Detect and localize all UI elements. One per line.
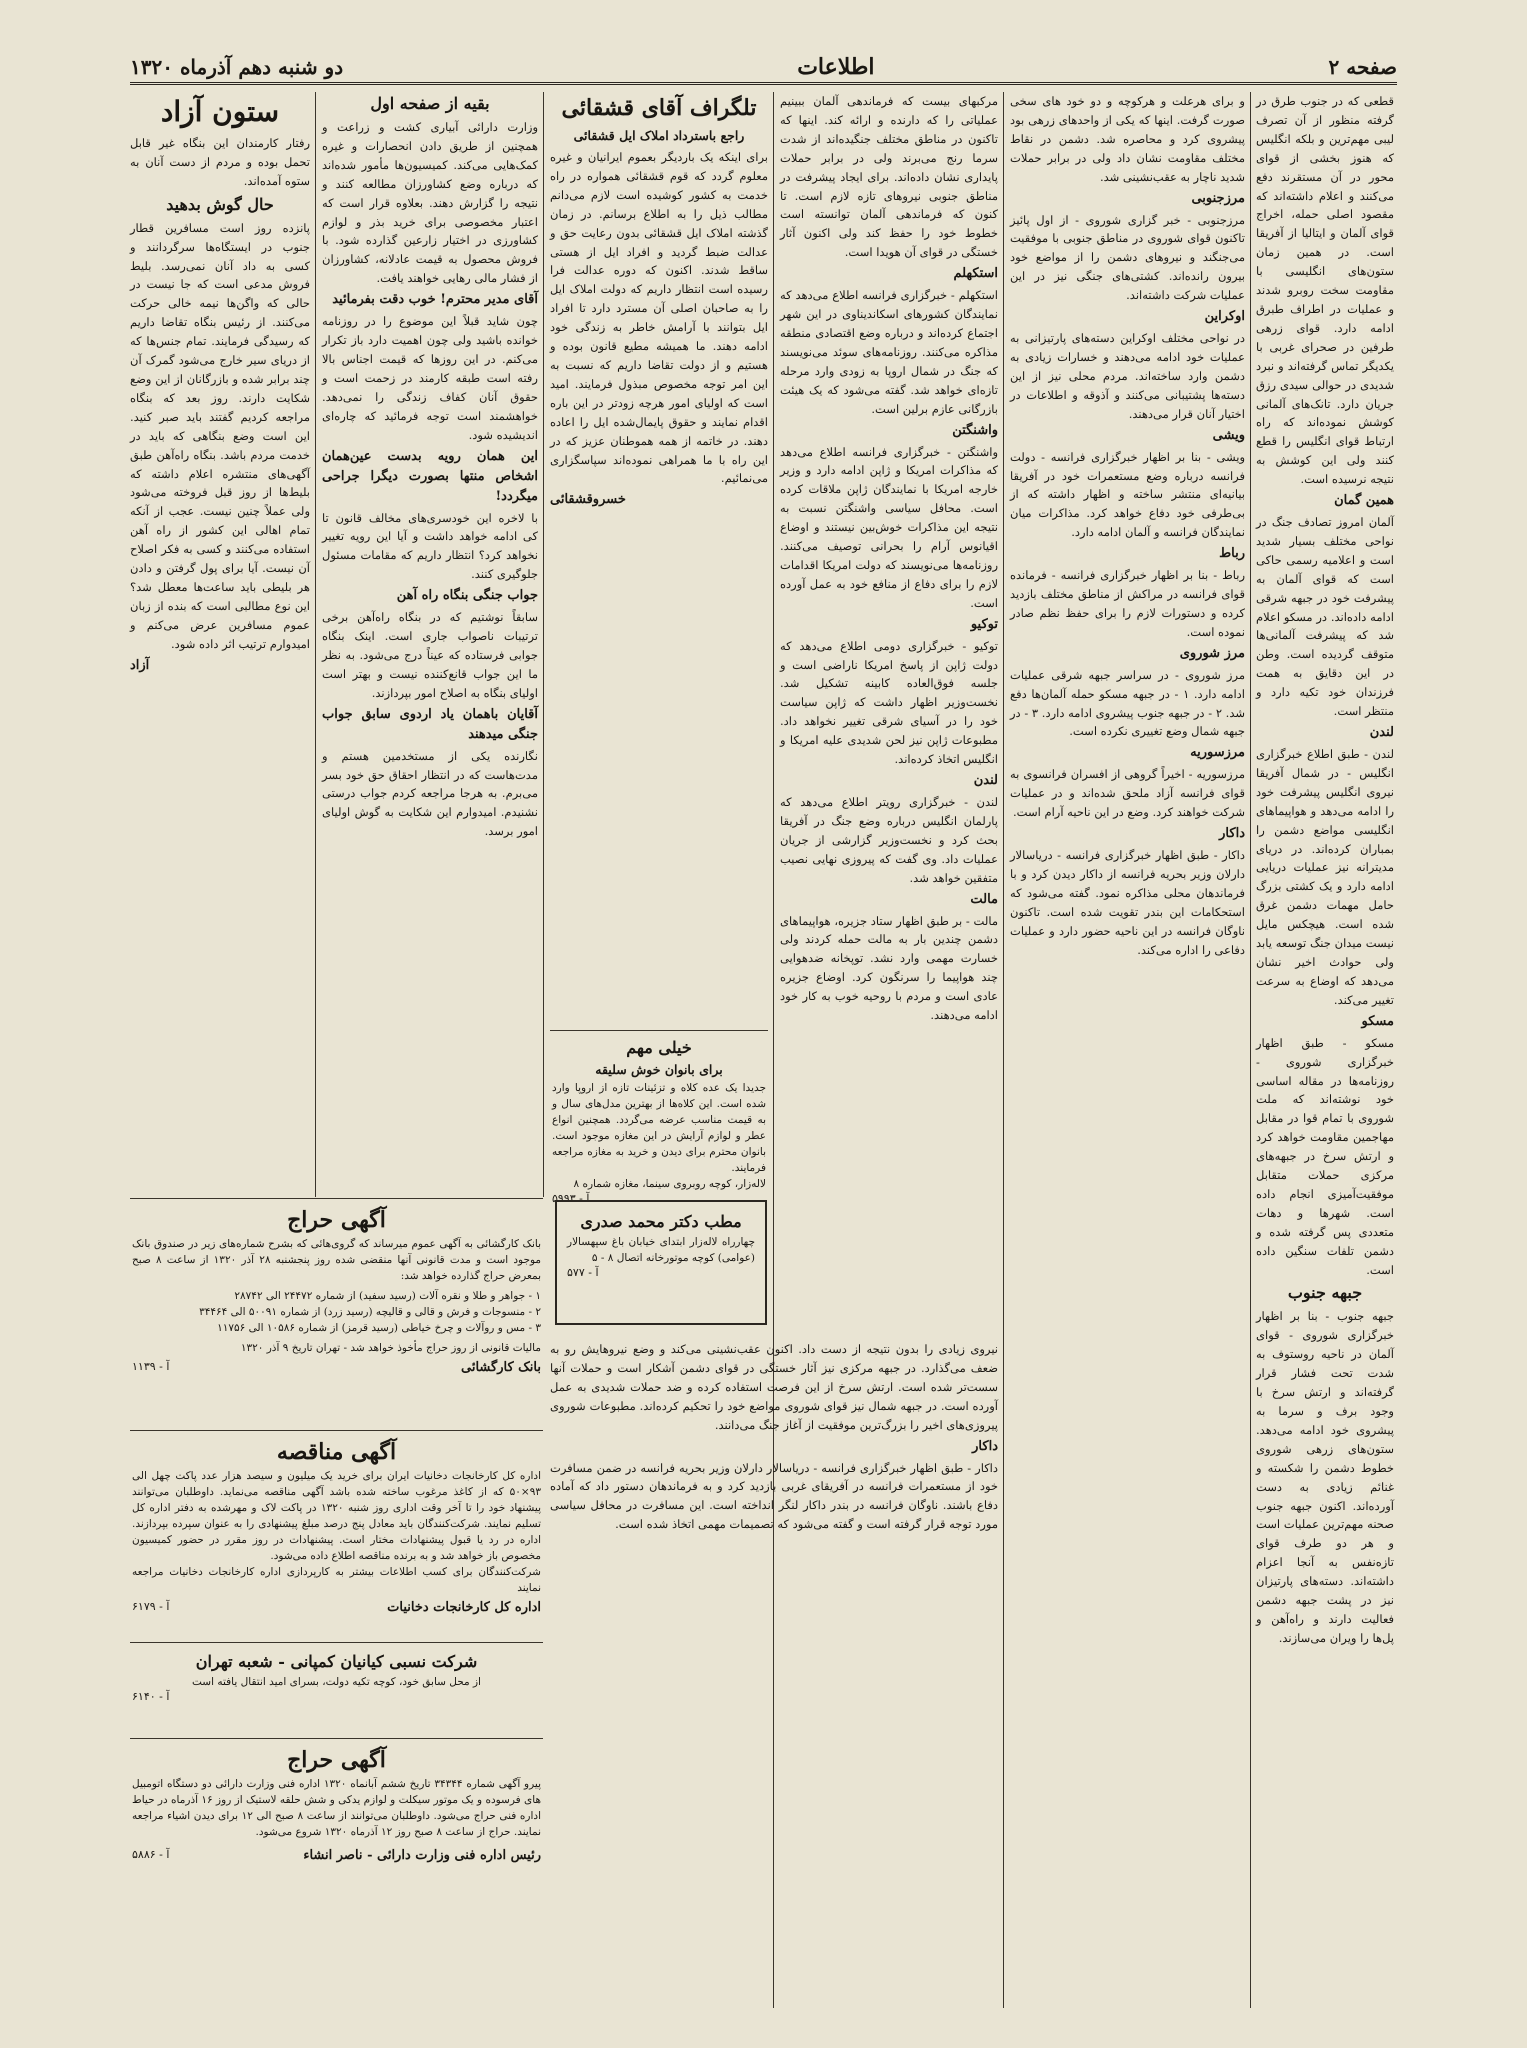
section-divider — [130, 1642, 543, 1643]
ad-footer: مالیات قانونی از روز حراج مأخوذ خواهد شد - تهران تاریخ ۹ آذر ۱۳۲۰ — [240, 1342, 541, 1354]
article-text: واشنگتن - خبرگزاری فرانسه اطلاع می‌دهد که مذاکرات امریکا و ژاپن ادامه دارد و وزیر خارجه امریکا با نمایندگان ژاپن ملاقات کرده است. محافل سیاسی واشنگتن نسبت به نتیجه این مذاکرات خوش‌بین نیستند و اوضاع اقیانوس آرام را بحرانی توصیف می‌کنند. روزنامه‌ها می‌نویسند که دولت امریکا اقدامات لازم را برای دفاع از منافع خود به عمل آورده است. — [780, 444, 998, 610]
article-heading: ویشی — [1212, 427, 1245, 443]
article-title: بقیه از صفحه اول — [370, 94, 490, 113]
column-war-news-bottom — [550, 1340, 998, 2005]
section-divider — [130, 1430, 543, 1431]
article-heading: مالت — [970, 891, 998, 907]
ad-text: از محل سابق خود، کوچه تکیه دولت، بسرای امید انتقال یافته است — [192, 1676, 481, 1688]
company-relocation-ad — [132, 1650, 541, 1730]
column-title: ستون آزاد — [160, 95, 280, 128]
ad-title: خیلی مهم — [626, 1038, 692, 1057]
article-heading: توکیو — [970, 616, 998, 632]
article-text: چون شاید قبلاً این موضوع را در روزنامه خوانده باشید ولی چون اهمیت دارد باز تکرار می‌کنم. در این روزها که قیمت اجناس بالا رفته است طبقه کارمند در زحمت است و حقوق آنان کفاف زندگی را نمی‌دهد. خواهشمند است توجه فرمائید که چاره‌ای اندیشیده شود. — [322, 314, 538, 442]
article-text: مرز شوروی - در سراسر جبهه شرقی عملیات ادامه دارد. ۱ - در جبهه مسکو حمله آلمان‌ها دفع شد. ۲ - در جبهه جنوب پیشروی ادامه دارد. ۳ - در جبهه شمال وضع تغییری نکرده است. — [1010, 667, 1246, 739]
ad-address: لاله‌زار، کوچه روبروی سینما، مغازه شماره ۸ — [573, 1178, 766, 1190]
article-text: رفتار کارمندان این بنگاه غیر قابل تحمل بوده و مردم از دست آنان به ستوه آمده‌اند. — [130, 136, 310, 188]
article-heading: جبهه جنوب — [1287, 1283, 1363, 1303]
pawn-bank-auction-ad — [132, 1204, 541, 1424]
article-text: داکار - طبق اظهار خبرگزاری فرانسه - دریاسالار دارلان وزیر بحریه فرانسه در ضمن مسافرت خود از مستعمرات فرانسه در آفریقای غربی بازدید کرد و به فرماندهان دستور داد که آماده دفاع باشند. ناوگان فرانسه در بندر داکار لنگر انداخته است. این مسافرت در محافل سیاسی مورد توجه قرار گرفته است و گفته می‌شود که تصمیمات مهمی اتخاذ شده است. — [550, 1460, 998, 1532]
article-text: لندن - طبق اطلاع خبرگزاری انگلیس - در شمال آفریقا نیروی انگلیس پیشرفت خود را ادامه می‌دهد و هواپیماهای انگلیسی مواضع دشمن را بمباران کرده‌اند. در دریای مدیترانه نیز عملیات دریایی ادامه دارد و یک کشتی بزرگ حامل مهمات دشمن غرق شده است. هیچکس مایل نیست میدان جنگ توسعه یابد ولی حوادث اخیر نشان می‌دهد که اوضاع به سرعت تغییر می‌کند. — [1256, 747, 1394, 1007]
finance-ministry-auction-ad — [132, 1744, 541, 1949]
article-heading: مرزسوریه — [1190, 745, 1245, 761]
ad-title: آگهی حراج — [287, 1207, 386, 1233]
ad-subtitle: برای بانوان خوش سلیقه — [595, 1062, 723, 1077]
article-text: مالت - بر طبق اظهار ستاد جزیره، هواپیماهای دشمن چندین بار به مالت حمله کردند ولی خسارت مهمی وارد نشد. توپخانه ضدهوایی چند هواپیما را سرنگون کرد. اوضاع جزیره عادی است و مردم با روحیه خوب به کار خود ادامه می‌دهند. — [780, 913, 998, 1023]
ad-title: شرکت نسبی کیانیان کمپانی - شعبه تهران — [195, 1652, 478, 1671]
article-text: و برای هرعلت و هرکوچه و دو خود های سخی صورت گرفت. اینها که یکی از واحدهای زرهی بود پیشروی کرد و محاصره شد. دشمن در نقاط مختلف مقاومت نشان داد ولی در برابر حملات شدید ناچار به عقب‌نشینی شد. — [1010, 94, 1245, 184]
ad-code: آ - ۵۹۹۳ — [552, 1192, 590, 1205]
ad-text: بانک کارگشائی به آگهی عموم میرساند که گروی‌هائی که بشرح شماره‌های زیر در صندوق بانک موجود است و مدت قانونی آنها منقضی شده روز پنجشنبه ۲۸ آذر ۱۳۲۰ از ساعت ۸ صبح بمعرض حراج گذارده خواهد شد: — [132, 1238, 542, 1282]
article-text: سابقاً نوشتیم که در بنگاه راه‌آهن برخی ترتیبات ناصواب جاری است. اینک بنگاه جوابی فرستاده که عیناً درج می‌شود. به نظر ما این جواب قانع‌کننده نیست و بهتر است اولیای بنگاه به اصلاح امور بپردازند. — [322, 610, 538, 700]
doctor-office-ad — [555, 1200, 767, 1325]
article-text: ویشی - بنا بر اظهار خبرگزاری فرانسه - دولت فرانسه درباره وضع مستعمرات خود در آفریقا بیانیه‌ای منتشر ساخته و اظهار داشته که از بی‌طرفی خود دفاع خواهد کرد. مذاکرات میان نمایندگان فرانسه و آلمان ادامه دارد. — [1010, 449, 1245, 540]
article-text: پانزده روز است مسافرین قطار جنوب در ایستگاه‌ها سرگردانند و کسی به داد آنان نمی‌رسد. بلیط فروش مدعی است که جا نیست در حالی که واگن‌ها نیمه خالی حرکت می‌کنند. از رئیس بنگاه تقاضا داریم که رسیدگی فرمایند. تمام جنس‌ها که از دریای سیر خارج می‌شود گمرک آن چند برابر شده و بازرگانان از این وضع شکایت دارند. روز بعد که بنگاه مراجعه کردیم گفتند باید صبر کنید. این است وضع بنگاهی که باید در خدمت مردم باشد. بنگاه راه‌آهن طبق آگهی‌های منتشره اعلام داشته که بلیط‌ها از روز قبل فروخته می‌شود ولی عملاً چنین نیست. عجب از آنکه تمام اهالی این کشور از راه آهن استفاده می‌کنند و کسی به فکر اصلاح آن نیست. آیا برای پول گرفتن و دادن هر بلیطی باید ساعت‌ها معطل شد؟ این نوع مطالبی است که بنده از زبان عموم مسافرین عرض می‌کنم و امیدوارم ترتیب اثر داده شود. — [130, 220, 310, 651]
column-war-news-2 — [1010, 92, 1245, 2007]
column-free-column — [130, 92, 310, 1197]
ad-text: جدیدا یک عده کلاه و تزئینات تازه از اروپا وارد شده است. این کلاه‌ها از بهترین مدل‌های سال و به قیمت مناسب عرضه می‌گردد. همچنین انواع عطر و لوازم آرایش در این مغازه موجود است. بانوان محترم برای دیدن و خرید به مغازه مراجعه فرمایند. — [552, 1082, 766, 1174]
ad-text: اداره کل کارخانجات دخانیات ایران برای خرید یک میلیون و سیصد هزار عدد پاکت چهل الی ۹۳×۵۰ که از کاغذ مرغوب ساخته شده باشد آگهی مناقصه می‌نماید. داوطلبان می‌توانند پیشنهاد خود را تا آخر وقت اداری روز شنبه ۱۳۲۰ در پاکت لاک و مهرشده به دفتر اداره کل تسلیم نمایند. شرکت‌کنندگان باید معادل پنج درصد مبلغ پیشنهادی را به عنوان سپرده بپردازند. اداره در رد یا قبول پیشنهادات مختار است. پیشنهادات در روز مقرر در حضور کمیسیون مخصوص باز خواهد شد و به برنده مناقصه اطلاع داده می‌شود. — [132, 1470, 541, 1562]
ad-title: مطب دکتر محمد صدری — [580, 1212, 742, 1231]
section-divider — [130, 1738, 543, 1739]
article-text: داکار - طبق اظهار خبرگزاری فرانسه - دریاسالار دارلان وزیر بحریه فرانسه از داکار دیدن کرد و با فرماندهان محلی مذاکره نمود. گفته می‌شود که استحکامات این بندر تقویت شده است. تاکنون ناوگان فرانسه در این ناحیه حضور دارد و عملیات دفاعی را اداره می‌کند. — [1010, 848, 1245, 957]
ad-code: آ - ۱۱۳۹ — [132, 1360, 170, 1373]
tender-ad — [132, 1436, 541, 1636]
article-text: مرکبهای بیست که فرماندهی آلمان ببینیم عملیاتی را که دارنده و ارائه کند. اینها که تاکنون در مناطق مختلف جنگیده‌اند از شدت سرما رنج می‌برند ولی در برابر حملات پایداری نشان داده‌اند. برای ایجاد پیشرفت در مناطق جنوبی نیروهای تازه لازم است. تا کنون که فرماندهی آلمان توانسته است خطوط خود را حفظ کند ولی اکنون آثار خستگی در قوای آن هویدا است. — [780, 94, 998, 260]
ad-text: چهارراه لاله‌زار ابتدای خیابان باغ سپهسالار (عوامی) کوچه موتورخانه اتصال ۸ - ۵ — [567, 1236, 755, 1264]
article-heading: آقایان باهمان یاد اردوی سابق جواب جنگی میدهند — [322, 706, 538, 742]
column-rule — [1250, 92, 1251, 2008]
article-heading: لندن — [1369, 725, 1394, 740]
article-text: مرزجنوبی - خبر گزاری شوروی - از اول پائیز تاکنون قوای شوروی در مناطق جنوبی با موفقیت می‌جنگند و نیروهای دشمن را از مواضع خود بیرون رانده‌اند. کشتی‌های جنگی نیز در این عملیات شرکت داشته‌اند. — [1010, 212, 1245, 303]
article-heading: داکار — [972, 1438, 998, 1454]
ad-code: آ - ۵۸۸۶ — [132, 1848, 170, 1861]
newspaper-name: اطلاعات — [797, 54, 875, 80]
article-heading: آقای مدیر محترم! خوب دقت بفرمائید — [332, 292, 538, 308]
article-text: مرزسوریه - اخیراً گروهی از افسران فرانسوی به قوای فرانسه آزاد ملحق شده‌اند و در عملیات شرکت خواهند کرد. وضع در این ناحیه آرام است. — [1010, 767, 1245, 820]
column-qashqai-telegram — [550, 92, 768, 1032]
column-continued-from-front — [322, 92, 538, 1197]
article-text: قطعی که در جنوب طرق در گرفته منظور از آن تصرف لیبی مهم‌ترین و بلکه انگلیس که هنوز بخشی از قوای محور در آن مستقرند دفع می‌کنند و اعلام داشته‌اند که مقصود اصلی حمله، اخراج قوای آلمان و ایتالیا از آفریقا است. در همین زمان ستون‌های انگلیسی با مقاومت سخت روبرو شدند و عملیات در اطراف طبرق ادامه دارد. قوای زرهی طرفین در صحرای غربی با یکدیگر تماس گرفته‌اند و نبرد شدیدی در حوالی سیدی رزق جریان دارد. تانک‌های آلمانی کوشش نموده‌اند که راه ارتباط قوای انگلیس را قطع کنند ولی این کوشش به نتیجه نرسیده است. — [1256, 94, 1394, 487]
article-text: وزارت دارائی آبیاری کشت و زراعت و همچنین از طریق دادن انحصارات و غیره کمک‌هایی می‌کند. کمیسیون‌ها مأمور شده‌اند که درباره وضع کشاورزان مطالعه کنند و نتیجه را گزارش دهند. بعلاوه قرار است که اعتبار مخصوصی برای خرید بذر و لوازم کشاورزی در اختیار زارعین گذارده شود. با فروش محصول به قیمت عادلانه، کشاورزان از فشار مالی رهایی خواهند یافت. — [322, 120, 538, 286]
column-war-news-right — [1256, 92, 1394, 2007]
article-text: استکهلم - خبرگزاری فرانسه اطلاع می‌دهد که نمایندگان کشورهای اسکاندیناوی در این شهر اجتماع کرده‌اند و درباره وضع اقتصادی منطقه مذاکره می‌کنند. روزنامه‌های سوئد می‌نویسند که جنگ در شمال اروپا به زودی وارد مرحله تازه‌ای خواهد شد. گفته می‌شود که یک هیئت بازرگانی عازم برلین است. — [780, 288, 998, 416]
section-divider — [130, 1198, 543, 1199]
article-heading: لندن — [973, 773, 998, 788]
ad-title: آگهی مناقصه — [276, 1439, 397, 1465]
article-text: در نواحی مختلف اوکراین دسته‌های پارتیزانی به عملیات خود ادامه می‌دهند و خسارات زیادی به دشمن وارد ساخته‌اند. مردم محلی نیز از این دسته‌ها پشتیبانی می‌کنند و آذوقه و اطلاعات در اختیار آنان قرار می‌دهند. — [1010, 331, 1245, 421]
auction-item: ۱ - جواهر و طلا و نقره آلات (رسید سفید) از شماره ۲۴۴۷۲ الی ۲۸۷۴۲ — [234, 1290, 541, 1302]
article-heading: مرزجنوبی — [1191, 190, 1245, 206]
article-text: نیروی زیادی را بدون نتیجه از دست داد. اکنون عقب‌نشینی می‌کند و وضع نیروهایش رو به ضعف می‌گذارد. در جبهه مرکزی نیز آثار خستگی در قوای دشمن آشکار است و حملات آنها سست‌تر شده است. ارتش سرخ از این فرصت استفاده کرده و ضد حملات شدیدی به عمل آورده است. در جبهه شمال نیز قوای شوروی مواضع خود را تحکیم کرده‌اند. مطبوعات شوروی پیروزی‌های اخیر را بزرگ‌ترین موفقیت از آغاز جنگ می‌دانند. — [550, 1342, 998, 1432]
article-heading: اوکراین — [1204, 309, 1245, 325]
article-text: جبهه جنوب - بنا بر اظهار خبرگزاری شوروی - قوای آلمان در ناحیه روستوف به شدت تحت فشار قرار گرفته‌اند و ارتش سرخ با وجود برف و سرما به پیشروی خود ادامه می‌دهد. ستون‌های زرهی شوروی خطوط دشمن را شکسته و غنائم زیادی به دست آورده‌اند. اکنون جبهه جنوب صحنه مهم‌ترین عملیات است و هر دو طرف قوای تازه‌نفس به آنجا اعزام داشته‌اند. دسته‌های پارتیزان نیز در پشت جبهه دشمن فعالیت دارند و راه‌آهن و پل‌ها را ویران می‌سازند. — [1256, 1309, 1394, 1645]
article-text: مسکو - طبق اظهار خبرگزاری شوروی - روزنامه‌ها در مقاله اساسی خود نوشته‌اند که ملت شوروی با تمام قوا در مقابل مهاجمین مقاومت خواهد کرد و ارتش سرخ در جبهه‌های مرکزی حملات متقابل موفقیت‌آمیزی انجام داده است. شهرها و دهات متعددی پس گرفته شده و دشمن تلفات سنگین داده است. — [1256, 1035, 1394, 1277]
hat-shop-ad — [552, 1036, 766, 1205]
article-text: برای اینکه یک باردیگر بعموم ایرانیان و غیره معلوم گردد که قوم قشقائی همواره در راه خدمت به کشور کوشیده است لازم می‌دانم مطالب ذیل را به اطلاع برسانم. در زمان گذشته املاک ایل قشقائی بدون رعایت حق و عدالت ضبط گردید و افراد ایل از هستی ساقط شدند. اکنون که دوره عدالت فرا رسیده است انتظار داریم که دولت املاک ایل را به صاحبان اصلی آن مسترد دارد تا افراد ایل بتوانند با آرامش خاطر به زندگی خود ادامه دهند. ما همیشه مطیع قانون بوده و هستیم و از دولت تقاضا داریم که نسبت به این امر توجه مخصوص مبذول فرمایند. امید است که اولیای امور هرچه زودتر در این باره اقدام نمایند و حقوق پایمال‌شده ایل را اعاده دهند. در خاتمه از همه هموطنان عزیز که در این راه با ما همراهی نموده‌اند سپاسگزاری می‌نمائیم. — [550, 150, 768, 486]
ad-text: پیرو آگهی شماره ۳۴۳۴۴ تاریخ ششم آبانماه ۱۳۲۰ اداره فنی وزارت دارائی دو دستگاه اتومبیل های فرسوده و یک موتور سیکلت و لوازم یدکی و شش حلقه لاستیک از روز ۱۶ آذرماه در حیاط اداره فنی حراج می‌شود. داوطلبان می‌توانند از ساعت ۸ صبح الی ۱۲ برای دیدن اشیاء مراجعه نمایند. حراج از ساعت ۸ صبح روز ۱۲ آذرماه ۱۳۲۰ شروع می‌شود. — [132, 1778, 541, 1838]
ad-code: آ - ۵۷۷ — [567, 1266, 599, 1279]
auction-item: ۳ - مس و روآلات و چرخ خیاطی (رسید قرمز) از شماره ۱۰۵۸۶ الی ۱۱۷۵۶ — [217, 1322, 541, 1334]
article-title: تلگراف آقای قشقائی — [561, 95, 757, 121]
article-heading: این همان رویه بدست عین‌همان اشخاص منتها بصورت دیگرا جراحی میگردد! — [322, 448, 538, 504]
auction-item-list — [132, 1288, 541, 1336]
article-heading: مرز شوروی — [1179, 645, 1245, 661]
article-heading: همین گمان — [1334, 493, 1394, 509]
article-signature: آزاد — [130, 657, 150, 673]
article-heading: استکهلم — [953, 266, 998, 282]
article-text: نگارنده یکی از مستخدمین هستم و مدت‌هاست که در انتظار احقاق حق خود بسر می‌برم. به هرجا مراجعه کردم جواب درستی نشنیدم. امیدوارم این شکایت به گوش اولیای امور برسد. — [322, 748, 538, 839]
column-rule — [315, 92, 316, 1197]
article-signature: خسروقشقائی — [550, 492, 626, 508]
issue-date: دو شنبه دهم آذرماه ۱۳۲۰ — [130, 55, 344, 79]
article-text: با لاخره این خودسری‌های مخالف قانون تا کی ادامه خواهد داشت و آیا این رویه تغییر نخواهد کرد؟ انتظار داریم که مقامات مسئول جلوگیری کنند. — [322, 510, 538, 582]
ad-issuer: بانک کارگشائی — [461, 1360, 541, 1375]
article-text: آلمان امروز تصادف جنگ در نواحی مختلف بسیار شدید است و اعلامیه رسمی حاکی است که قوای آلمان به پیشرفت خود در جبهه شرقی ادامه داده‌اند. در مسکو اعلام شد که پیشرفت آلمانی‌ها متوقف گردیده است. وطن در این دقایق به همت فرزندان خود تکیه دارد و منتظر است. — [1256, 515, 1394, 719]
column-rule — [543, 92, 544, 1197]
page-number: صفحه ۲ — [1328, 55, 1397, 79]
article-text: رباط - بنا بر اظهار خبرگزاری فرانسه - فرمانده قوای فرانسه در مراکش از مناطق مختلف بازدید کرده و دستورات لازم را برای حفظ نظم صادر نموده است. — [1010, 568, 1245, 639]
article-heading: رباط — [1219, 546, 1245, 562]
ad-code: آ - ۶۱۷۹ — [132, 1600, 170, 1613]
section-divider — [550, 1030, 768, 1031]
ad-footer: شرکت‌کنندگان برای کسب اطلاعات بیشتر به کارپردازی اداره کارخانجات دخانیات مراجعه نمایند — [132, 1566, 541, 1594]
ad-title: آگهی حراج — [287, 1747, 386, 1773]
auction-item: ۲ - منسوجات و فرش و قالی و قالیچه (رسید زرد) از شماره ۵۰۰۹۱ الی ۳۴۴۶۴ — [199, 1306, 541, 1318]
article-heading: داکار — [1219, 826, 1245, 842]
masthead — [130, 52, 1397, 85]
article-subtitle: راجع باسترداد املاک ایل قشقائی — [573, 128, 745, 143]
article-text: توکیو - خبرگزاری دومی اطلاع می‌دهد که دولت ژاپن از پاسخ امریکا ناراضی است و جلسه فوق‌العاده کابینه تشکیل شد. نخست‌وزیر اظهار داشت که ژاپن سیاست خود را در آسیای شرقی تغییر نخواهد داد. مطبوعات ژاپن نیز لحن شدیدی علیه امریکا و انگلیس اتخاذ کرده‌اند. — [780, 638, 998, 767]
article-heading: واشنگتن — [952, 422, 998, 438]
article-heading: جواب جنگی بنگاه راه آهن — [396, 588, 538, 604]
ad-code: آ - ۶۱۴۰ — [132, 1690, 170, 1703]
column-rule — [1003, 92, 1004, 2008]
article-heading: مسکو — [1361, 1013, 1394, 1029]
column-war-news-3 — [780, 92, 998, 1197]
ad-issuer: اداره کل کارخانجات دخانیات — [387, 1600, 541, 1615]
ad-issuer: رئیس اداره فنی وزارت دارائی - ناصر انشاء — [303, 1848, 541, 1863]
article-heading: حال گوش بدهید — [166, 194, 274, 214]
article-text: لندن - خبرگزاری رویتر اطلاع می‌دهد که پارلمان انگلیس درباره وضع جنگ در آفریقا بحث کرد و نخست‌وزیر گزارشی از جریان عملیات داد. وی گفت که پیروزی نهایی نصیب متفقین خواهد شد. — [780, 795, 998, 885]
